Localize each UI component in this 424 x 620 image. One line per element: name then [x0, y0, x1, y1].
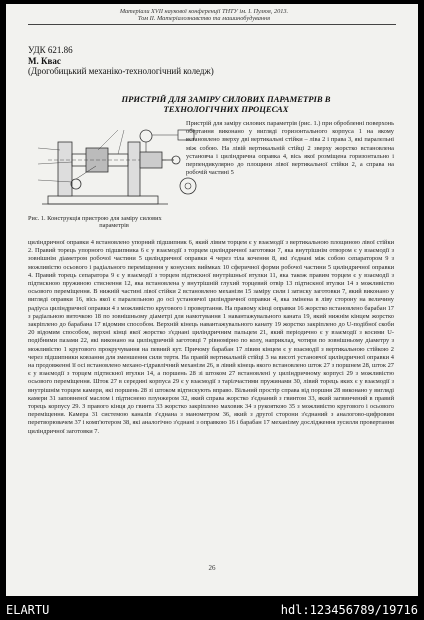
paper-title-line-2: ТЕХНОЛОГІЧНИХ ПРОЦЕСАХ: [163, 104, 289, 114]
device-figure: [28, 124, 198, 214]
figure-caption-line-1: Рис. 1. Конструкція пристрою для заміру силових: [28, 215, 162, 222]
header-line-1: Матеріали XVII наукової конференції ТНТУ ім. І. Пулюя, 2013.: [119, 8, 289, 15]
figure-caption-line-2: параметрів: [99, 222, 129, 230]
figure-caption: [28, 215, 200, 230]
header-divider: [28, 24, 396, 25]
handle-identifier: hdl:123456789/19716: [280, 603, 418, 617]
repository-label: ELARTU: [6, 603, 50, 617]
paper-title-line-1: ПРИСТРІЙ ДЛЯ ЗАМІРУ СИЛОВИХ ПАРАМЕТРІВ В: [121, 94, 331, 104]
body-paragraph: циліндричної оправки 4 встановлено упорний підшипник 6, який лівим торцем є у взаємодії з вертикальною площиною лівої стійки 2. Правий торець упорного підшипника 6 є у взаємодії з торцем циліндричної заготовки 7, яка внутрішнім отвором є у взаємодії з зовнішнім діаметром робочої частини 5 циліндричної оправки 4 через тіла кочення 8, які з'єднані між собою сепаратором 9 з можливістю осьового і радіального переміщення у конусних виймках 10 сферичної форми робочої частини 5 циліндричної оправки 4. Правий торець сепаратора 9 є у взаємодії з торцем підтискної внутрішньої втулки 11, яка також правим торцем є у взаємодії з підтискною пружиною стиснення 12, яка встановлена у внутрішній глухий торцевий отвір 13 підтискної втулки 14 з можливістю осьового переміщення. В нижній частині лівої стійки 2 встановлено механізм 15 заміру сили і затиску заготовки 7, який виконано у вигляді оправки 16, вісь якої є паралельною до осі установчої циліндричної оправки 4, яка змінена в ліву сторону на величину радіуса циліндричної оправки 4 з можливістю кругового і провертання. На правому кінці оправки 16 жорстко встановлено барабан 17 з радіальною виточкою 18 по зовнішньому діаметрі для намотування 1 навантажувального каната 19, який нижнім кінцем жорстко закріплено до барабана 17 відомим способом. Верхній кінець навантажувального канату 19 жорстко закріплено до U-подібної скоби 20 відомим способом, верхні кінці якої жорстко з'єднані циліндричним пальцем 21, який періодично є у взаємодії з косими U-подібними пазами 22, які виконано на циліндричній заготовці 7 рівномірно по колу, наприклад, чотири по зовнішньому діаметру з можливістю 1 кругового прокручування на певний кут. Причому барабан 17 лівим кінцем є у взаємодії з вертикальною стійкою 2 через підшипники ковзання для зменшення сили тертя. На правій вертикальній стійці 3 на висоті установчої циліндричної оправки 4 на продовженні її осі встановлено механо-гідравлічний механізм 26, в лівий кінець якого встановлено шток 27 з поршнем 28, шток 27 є у взаємодії з торцем підтискної втулки 14, а поршень 28 зі штоком 27 встановлені у циліндричному корпусі 29 з можливістю осьового переміщення. Шток 27 в середині корпуса 29 є у взаємодії з тарілчастими пружинами 30, лівий торець яких є у взаємодії з внутрішнім торцем камери, які поршень 28 зі штоком відтискують вправо. Вільний простір справа від поршня 28 виконано у вигляді камери 31 заповненої маслом і підтиснено плунжером 32, який справа жорстко з'єднаний з гвинтом 33, який загвинчений в правий торець корпусу 29. З правого кінця до гвинта 33 жорстко закріплено маховик 34 з рукояткою 35 з можливістю кругового і осьового переміщення. Камера 31 системою каналів з'єднана з манометром 36, який з другої сторони з'єднаний з аналогово-цифровим перетворювачем 37 і комп'ютером 38, які аналогічно з'єднані з оправкою 16 і барабан 17 механізму дослідження зусилля провертання циліндричної заготовки 7.: [28, 239, 394, 435]
intro-paragraph: Пристрій для заміру силових параметрів (рис. 1.) при обробленні поверхонь обертання виконано у вигляді горизонтального корпуса 1 на якому встановлено зверху дві вертикальні стійки – ліва 2 і права 3, які паралельні між собою. На лівій вертикальній стійці 2 зверху жорстко встановлена установча і циліндрична оправка 4, вісь якої розміщена горизонтально і перпендикулярно до площини лівої вертикальної стійки 2, а справа на робочій частині 5: [186, 120, 394, 177]
author-affiliation: (Дрогобицький механіко-технологічний коледж): [28, 66, 214, 76]
viewer-footer-bar: [0, 598, 424, 620]
udc-code: УДК 621.86: [28, 45, 73, 55]
header-line-2: Том II. Матеріалознавство та машинобудування: [137, 15, 271, 22]
page-number: 26: [208, 564, 216, 572]
author-name: М. Квас: [28, 56, 61, 66]
paper-page: [6, 4, 418, 596]
